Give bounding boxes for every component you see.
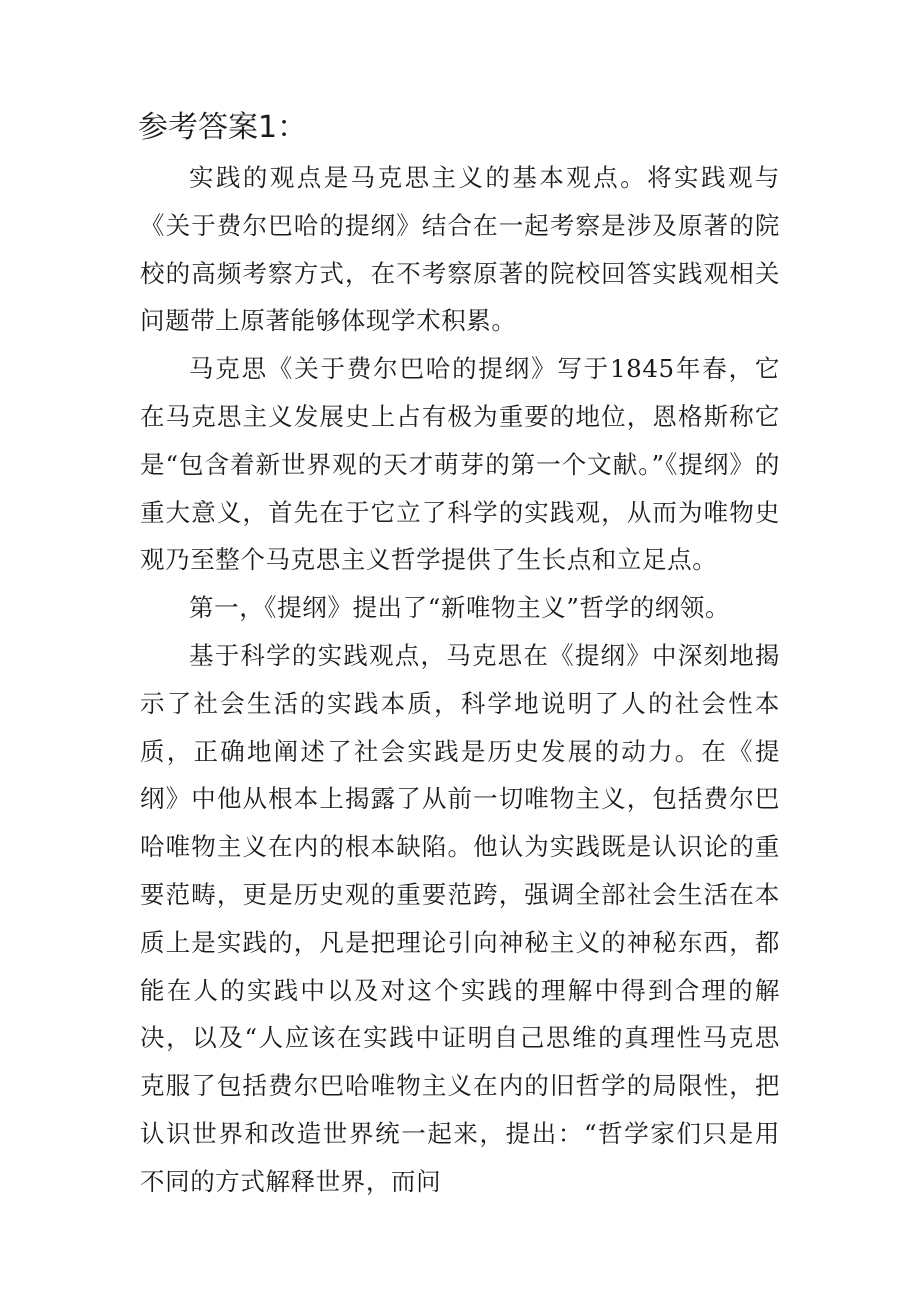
paragraph-first-point: 第一，《提纲》提出了“新唯物主义”哲学的纲领。 (189, 593, 731, 623)
paragraph-social-practice: 基于科学的实践观点，马克思在《提纲》中深刻地揭示了社会生活的实践本质，科学地说明了人的社会性本质，正确地阐述了社会实践是历史发展的动力。在《提纲》中他从根本上揭露了从前一切唯物主义，包括费尔巴哈唯物主义在内的根本缺陷。他认为实践既是认识论的重要范畴，更是历史观的重要范跨，强调全部社会生活在本质上是实践的，凡是把理论引向神秘主义的神秘东西，都能在人的实践中以及对这个实践的理解中得到合理的解决，以及“人应该在实践中证明自己思维的真理性马克思克服了包括费尔巴哈唯物主义在内的旧哲学的局限性，把认识世界和改造世界统一起来，提出：“哲学家们只是用不同的方式解释世界，而问 (140, 640, 780, 1196)
answer-heading: 参考答案1： (138, 110, 308, 145)
paragraph-theses-significance: 马克思《关于费尔巴哈的提纲》写于1845年春，它在马克思主义发展史上占有极为重要的地位，恩格斯称它是“包含着新世界观的天才萌芽的第一个文献。”《提纲》的重大意义，首先在于它立了科学的实践观，从而为唯物史观乃至整个马克思主义哲学提供了生长点和立足点。 (140, 354, 780, 575)
answer-body (140, 154, 780, 1206)
paragraph-practice-viewpoint: 实践的观点是马克思主义的基本观点。将实践观与《关于费尔巴哈的提纲》结合在一起考察是涉及原著的院校的高频考察方式，在不考察原著的院校回答实践观相关问题带上原著能够体现学术积累。 (140, 163, 780, 336)
